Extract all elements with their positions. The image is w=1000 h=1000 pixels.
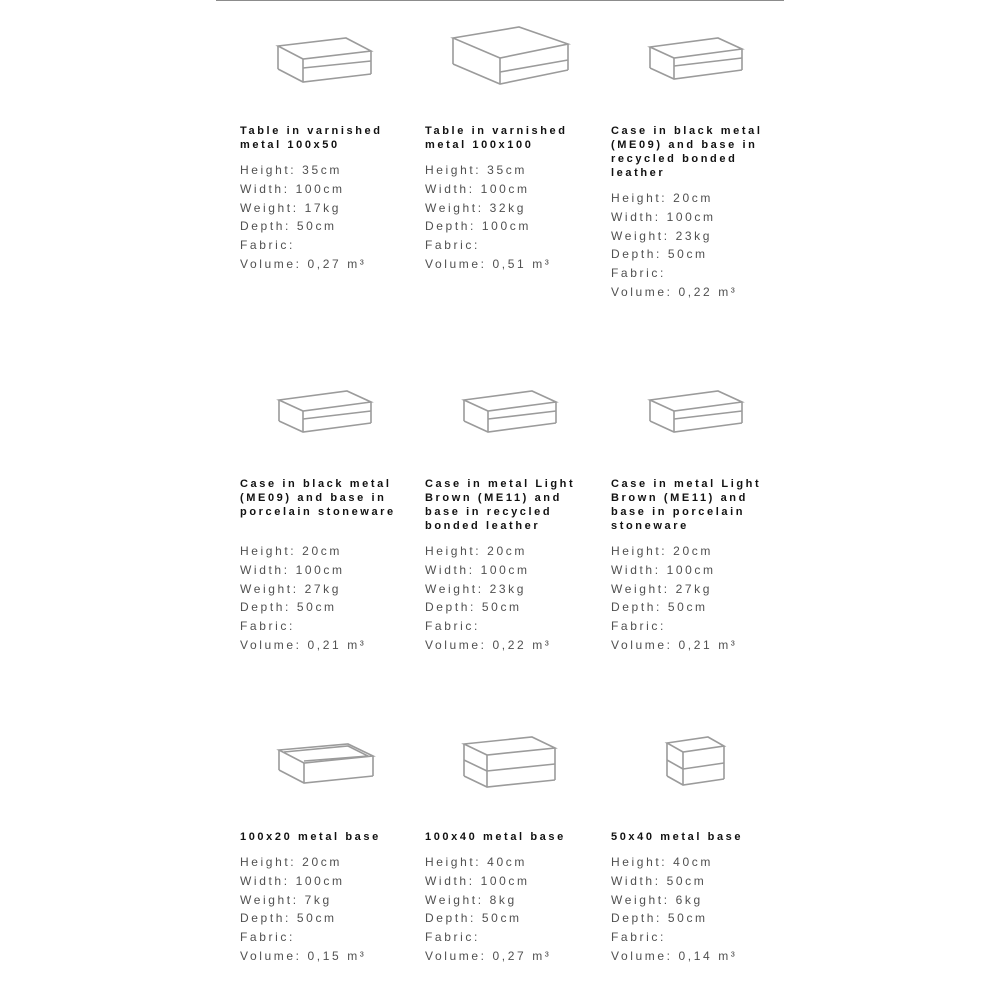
- spec-weight: Weight : 6kg: [611, 891, 786, 910]
- spec-fabric: Fabric :: [425, 236, 600, 255]
- spec-volume: Volume : 0,51 m³: [425, 255, 600, 274]
- spec-depth: Depth : 100cm: [425, 217, 600, 236]
- spec-height: Height : 35cm: [425, 161, 600, 180]
- spec-width: Width : 100cm: [425, 180, 600, 199]
- spec-weight: Weight : 23kg: [425, 580, 600, 599]
- spec-fabric: Fabric :: [240, 928, 415, 947]
- product-title: 50x40 metal base: [611, 831, 744, 843]
- product-title: 100x20 metal base: [240, 831, 381, 843]
- spec-volume: Volume : 0,15 m³: [240, 947, 415, 966]
- top-divider: [216, 0, 784, 1]
- spec-volume: Volume : 0,27 m³: [425, 947, 600, 966]
- product-title: 100x40 metal base: [425, 831, 566, 843]
- spec-height: Height : 20cm: [240, 853, 415, 872]
- spec-fabric: Fabric :: [425, 617, 600, 636]
- spec-fabric: Fabric :: [611, 264, 786, 283]
- spec-weight: Weight : 27kg: [611, 580, 786, 599]
- spec-list: [240, 542, 415, 655]
- spec-depth: Depth : 50cm: [240, 217, 415, 236]
- spec-weight: Weight : 27kg: [240, 580, 415, 599]
- spec-volume: Volume : 0,22 m³: [611, 283, 786, 302]
- spec-weight: Weight : 7kg: [240, 891, 415, 910]
- spec-list: [425, 853, 600, 966]
- case-frame-icon: [240, 373, 415, 473]
- case-frame-icon: [611, 20, 786, 120]
- case-frame-icon: [425, 373, 600, 473]
- spec-height: Height : 20cm: [425, 542, 600, 561]
- spec-weight: Weight : 32kg: [425, 199, 600, 218]
- spec-width: Width : 100cm: [425, 561, 600, 580]
- spec-depth: Depth : 50cm: [425, 598, 600, 617]
- spec-depth: Depth : 50cm: [611, 245, 786, 264]
- spec-list: [425, 161, 600, 274]
- spec-height: Height : 35cm: [240, 161, 415, 180]
- spec-volume: Volume : 0,21 m³: [240, 636, 415, 655]
- spec-width: Width : 100cm: [240, 180, 415, 199]
- spec-volume: Volume : 0,14 m³: [611, 947, 786, 966]
- spec-height: Height : 20cm: [611, 542, 786, 561]
- spec-width: Width : 100cm: [240, 872, 415, 891]
- product-title: Case in metal Light Brown (ME11) and base in porcelain stoneware: [611, 478, 762, 532]
- spec-width: Width : 100cm: [425, 872, 600, 891]
- spec-list: [611, 542, 786, 655]
- case-frame-icon: [611, 373, 786, 473]
- base-frame-icon: [611, 726, 786, 826]
- spec-volume: Volume : 0,21 m³: [611, 636, 786, 655]
- spec-list: [611, 853, 786, 966]
- base-frame-icon: [425, 726, 600, 826]
- base-frame-icon: [240, 726, 415, 826]
- spec-height: Height : 20cm: [240, 542, 415, 561]
- spec-depth: Depth : 50cm: [240, 598, 415, 617]
- product-title: Table in varnished metal 100x50: [240, 125, 383, 151]
- spec-width: Width : 100cm: [611, 561, 786, 580]
- spec-depth: Depth : 50cm: [240, 909, 415, 928]
- spec-volume: Volume : 0,27 m³: [240, 255, 415, 274]
- spec-list: [425, 542, 600, 655]
- spec-list: [240, 161, 415, 274]
- table-frame-icon: [425, 20, 600, 120]
- spec-fabric: Fabric :: [425, 928, 600, 947]
- product-title: Case in black metal (ME09) and base in porcelain stoneware: [240, 478, 396, 518]
- spec-depth: Depth : 50cm: [611, 598, 786, 617]
- spec-height: Height : 40cm: [611, 853, 786, 872]
- spec-depth: Depth : 50cm: [611, 909, 786, 928]
- spec-width: Width : 50cm: [611, 872, 786, 891]
- spec-height: Height : 20cm: [611, 189, 786, 208]
- spec-fabric: Fabric :: [240, 236, 415, 255]
- spec-volume: Volume : 0,22 m³: [425, 636, 600, 655]
- spec-width: Width : 100cm: [240, 561, 415, 580]
- spec-fabric: Fabric :: [611, 617, 786, 636]
- spec-weight: Weight : 8kg: [425, 891, 600, 910]
- spec-list: [240, 853, 415, 966]
- spec-fabric: Fabric :: [240, 617, 415, 636]
- spec-weight: Weight : 17kg: [240, 199, 415, 218]
- product-title: Case in black metal (ME09) and base in recycled bonded leather: [611, 125, 763, 179]
- spec-list: [611, 189, 786, 302]
- spec-depth: Depth : 50cm: [425, 909, 600, 928]
- spec-fabric: Fabric :: [611, 928, 786, 947]
- table-frame-icon: [240, 20, 415, 120]
- spec-weight: Weight : 23kg: [611, 227, 786, 246]
- spec-height: Height : 40cm: [425, 853, 600, 872]
- product-title: Case in metal Light Brown (ME11) and base in recycled bonded leather: [425, 478, 576, 532]
- product-title: Table in varnished metal 100x100: [425, 125, 568, 151]
- spec-width: Width : 100cm: [611, 208, 786, 227]
